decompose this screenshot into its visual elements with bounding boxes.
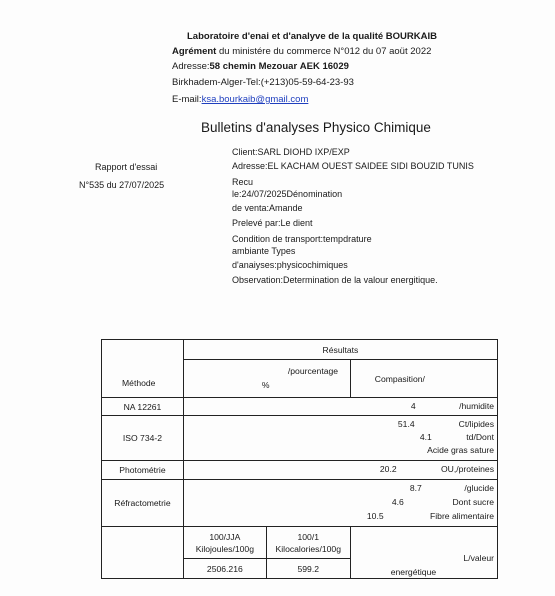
resultats-header: Résultats (183, 340, 497, 360)
method-cell: Photométrie (102, 461, 184, 480)
kcal-value: 599.2 (266, 559, 350, 579)
address-line: Adresse:58 chemin Mezouar AEK 16029 (172, 61, 349, 72)
email-line: E-mail:ksa.bourkaib@gmail.com (172, 94, 309, 105)
info-condition: Condition de transport:tempdrature (232, 233, 372, 244)
info-recu: Recu (232, 176, 254, 187)
method-cell: Réfractometrie (102, 480, 184, 527)
info-preleve: Prelevé par:Le dient (232, 218, 313, 229)
email-link[interactable]: ksa.bourkaib@gmail.com (201, 94, 309, 105)
info-observation: Observation:Determination de la valour energitique. (232, 274, 438, 285)
result-cell: 8.7 /glucide 4.6 Dont sucre 10.5 Fibre alimentaire (183, 480, 497, 527)
info-recu-date: le:24/07/2025Dénomination (232, 188, 343, 199)
energy-method-cell (102, 527, 184, 579)
method-cell: NA 12261 (102, 398, 184, 416)
page-title: Bulletins d'analyses Physico Chimique (201, 120, 431, 135)
result-cell: 4 /humidite (183, 398, 497, 416)
info-analyses: d'anaiyses:physicochimiques (232, 260, 348, 271)
composition-header: Compasition/ (350, 360, 497, 398)
report-number: N°535 du 27/07/2025 (79, 180, 165, 190)
results-table (101, 339, 498, 579)
kcal-header: 100/1 Kilocalories/100g (266, 527, 350, 559)
agrement-line: Agrément du ministére du commerce N°012 du 07 aoüt 2022 (172, 46, 432, 57)
method-cell: ISO 734-2 (102, 416, 184, 461)
result-cell: 51.4 Ct/lipides 4.1 td/Dont Acide gras sature (183, 416, 497, 461)
kj-header: 100/JJA Kilojoules/100g (183, 527, 266, 559)
kj-value: 2506.216 (183, 559, 266, 579)
lab-name: Laboratoire d'enai et d'analyve de la qualité BOURKAIB (187, 31, 437, 42)
info-adresse: Adresse:EL KACHAM OUEST SAIDEE SIDI BOUZID TUNIS (232, 161, 474, 172)
report-label: Rapport d'essai (95, 162, 158, 172)
info-client: Client:SARL DIOHD IXP/EXP (232, 147, 350, 157)
energy-label-cell: L/valeur energétique (350, 527, 497, 579)
info-block (232, 146, 474, 286)
info-ambiante: ambiante Types (232, 246, 296, 257)
phone-line: Birkhadem-Alger-Tel:(+213)05-59-64-23-93 (172, 77, 354, 88)
pourcentage-header: /pourcentage % (183, 360, 350, 398)
result-cell: 20.2 OU,/proteines (183, 461, 497, 480)
methode-header: Méthode (102, 340, 184, 398)
info-vente: de venta:Amande (232, 203, 303, 214)
